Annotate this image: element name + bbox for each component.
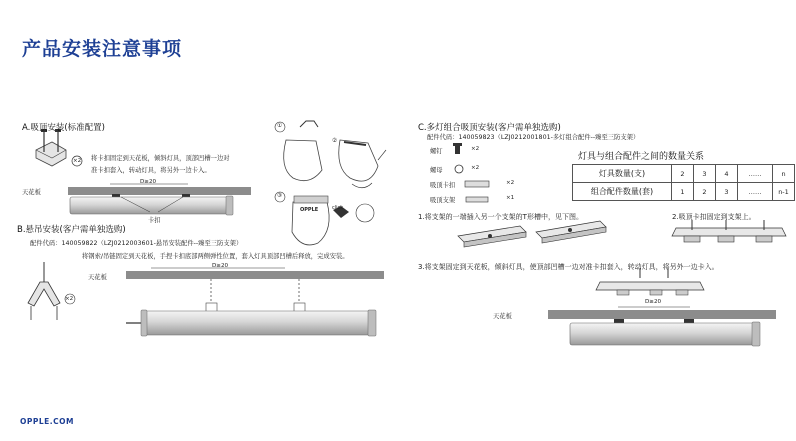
section-c-step3: 3.将支架固定到天花板，倾斜灯具，使顶部凹槽一边对准卡扣套入，转动灯具，将另外一边卡入。 <box>418 263 719 271</box>
table-cell: 2 <box>672 165 694 183</box>
section-c-step2: 2.吸顶卡扣固定到支架上。 <box>672 213 756 221</box>
lamp-b <box>144 311 372 335</box>
table-cell: 1 <box>672 183 694 201</box>
table-cell: 2 <box>694 183 716 201</box>
section-c-dim: D≥20 <box>645 299 662 305</box>
section-b-qty: ×2 <box>65 296 74 302</box>
section-a-desc-line2: 准卡扣套入，转动灯具，将另外一边卡入。 <box>91 167 211 174</box>
clip-with-screws-illustration <box>36 129 66 166</box>
table-row-label: 灯具数量(支) <box>573 165 672 183</box>
part-qty-bracket: ×1 <box>506 195 515 201</box>
section-b-desc: 将钢索/吊链固定到天花板，手捏卡扣底部两侧弹性位置，套入灯具顶部凹槽后释放，完成安装。 <box>82 253 349 260</box>
quantity-table-title: 灯具与组合配件之间的数量关系 <box>578 152 705 162</box>
bracket-clip-illustration <box>672 220 786 242</box>
section-b-code: 配件代码：140059822（LZJ0212003601-悬吊安装配件--臻至三防支架） <box>30 240 243 247</box>
table-row <box>573 183 795 201</box>
part-label-bracket: 吸顶支架 <box>430 197 456 204</box>
part-qty-nut: ×2 <box>471 165 480 171</box>
step3-marker: ③ <box>277 193 283 199</box>
section-c-heading: C.多灯组合吸顶安装(客户需单独选购) <box>418 123 561 133</box>
section-b-ceiling-label: 天花板 <box>88 274 107 281</box>
lamp-a <box>70 197 230 214</box>
table-cell: n <box>773 165 795 183</box>
section-c-code: 配件代码：140059823（LZJ0212001801-多灯组合配件--臻至三防支架） <box>427 134 640 141</box>
quantity-table <box>572 164 795 201</box>
section-a-dim: D≥20 <box>140 179 157 185</box>
section-a-clip-label: 卡扣 <box>148 217 161 224</box>
table-row <box>573 165 795 183</box>
part-label-clip: 吸顶卡扣 <box>430 182 456 189</box>
lamp-c <box>570 323 756 345</box>
part-qty-screw: ×2 <box>471 146 480 152</box>
section-a-desc-line1: 将卡扣固定到天花板，倾斜灯具，顶部凹槽一边对 <box>91 155 230 162</box>
page-title: 产品安装注意事项 <box>22 38 183 60</box>
table-cell: 3 <box>716 183 738 201</box>
footer-brand: OPPLE.COM <box>20 417 74 426</box>
table-row-label: 组合配件数量(套) <box>573 183 672 201</box>
section-c-step1: 1.将支架的一端插入另一个支架的T形槽中，见下图。 <box>418 213 583 221</box>
section-c-ceiling-label: 天花板 <box>493 313 512 320</box>
section-a-qty: ×2 <box>73 158 82 164</box>
bracket-insert-illustration <box>458 221 606 247</box>
part-label-screw: 螺钉 <box>430 148 443 155</box>
section-b-dim: D≥20 <box>212 263 229 269</box>
table-cell: 3 <box>694 165 716 183</box>
table-cell: 4 <box>716 165 738 183</box>
hanging-clip-illustration <box>28 262 60 320</box>
step-illustrations-a <box>275 121 386 245</box>
step1-marker: ① <box>277 123 283 129</box>
step2-marker: ② <box>332 138 338 144</box>
part-label-nut: 螺母 <box>430 167 443 174</box>
ceiling-slab-c <box>548 310 776 319</box>
combination-mount-illustration <box>596 268 704 295</box>
section-a-heading: A.吸顶安装(标准配置) <box>22 123 106 133</box>
section-b-heading: B.悬吊安装(客户需单独选购) <box>17 225 126 235</box>
ceiling-slab-b <box>126 271 384 279</box>
table-cell: n-1 <box>773 183 795 201</box>
ceiling-slab-a <box>68 187 251 195</box>
section-a-ceiling-label: 天花板 <box>22 189 41 196</box>
click-sound-label: click <box>332 205 344 211</box>
table-cell: …… <box>738 165 773 183</box>
part-qty-clip: ×2 <box>506 180 515 186</box>
table-cell: …… <box>738 183 773 201</box>
lamp-brand-label: OPPLE <box>300 207 319 213</box>
